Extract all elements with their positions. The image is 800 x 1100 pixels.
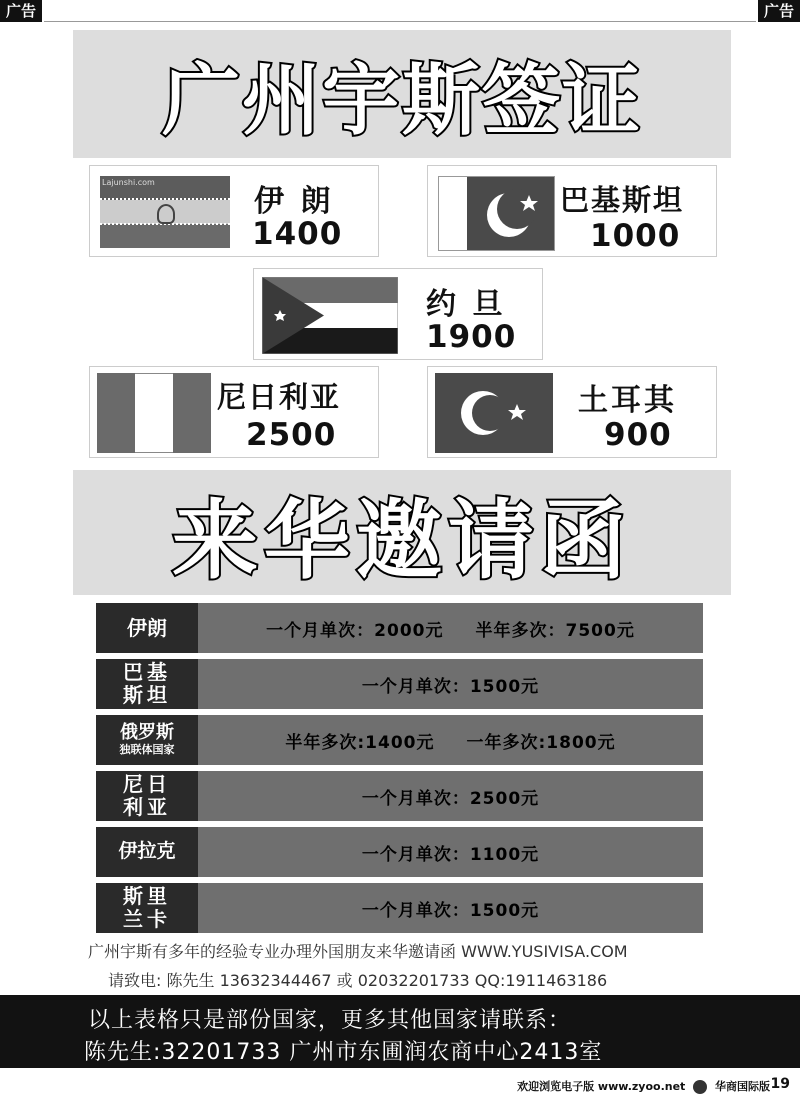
row-country: 尼日 利亚	[96, 771, 198, 821]
ad-tag-right: 广告	[758, 0, 800, 22]
card-price: 900	[604, 417, 672, 453]
card-country-name: 伊 朗	[254, 184, 334, 219]
row-price: 一个月单次：2000元 半年多次：7500元	[198, 603, 703, 653]
nigeria-flag-icon	[97, 373, 211, 453]
turkey-flag-icon	[435, 373, 553, 453]
card-country-name: 约 旦	[426, 287, 506, 322]
ad-tag-left: 广告	[0, 0, 42, 22]
contact-notice: 以上表格只是部份国家，更多其他国家请联系：	[88, 1008, 572, 1033]
row-country: 巴基 斯坦	[96, 659, 198, 709]
row-price: 一个月单次：2500元	[198, 771, 703, 821]
table-row	[96, 771, 703, 821]
card-country-name: 尼日利亚	[217, 380, 342, 414]
card-price: 2500	[246, 417, 337, 453]
row-country: 伊拉克	[96, 827, 198, 877]
visa-card-nigeria	[89, 366, 379, 458]
card-country-name: 土耳其	[578, 383, 677, 418]
table-row	[96, 827, 703, 877]
table-row	[96, 883, 703, 933]
table-row	[96, 603, 703, 653]
page-footer	[517, 1078, 770, 1094]
page-number: 19	[770, 1076, 790, 1092]
banner-title: 广州宇斯签证	[161, 56, 642, 146]
card-price: 1000	[590, 218, 681, 254]
footer-website: 欢迎浏览电子版 www.zyoo.net	[517, 1080, 686, 1093]
pakistan-flag-icon	[438, 176, 555, 251]
publisher-logo-icon	[693, 1080, 707, 1094]
top-divider	[44, 21, 756, 22]
row-country: 伊朗	[96, 603, 198, 653]
row-price: 一个月单次：1100元	[198, 827, 703, 877]
visa-card-pakistan	[427, 165, 717, 257]
invitation-price-table	[96, 603, 703, 939]
service-description: 广州宇斯有多年的经验专业办理外国朋友来华邀请函 WWW.YUSIVISA.COM	[88, 942, 628, 961]
title-banner	[73, 30, 731, 158]
row-country: 俄罗斯 独联体国家	[96, 715, 198, 765]
card-price: 1400	[252, 216, 343, 252]
jordan-flag-icon	[262, 277, 398, 354]
card-country-name: 巴基斯坦	[560, 183, 685, 217]
contact-address: 陈先生:32201733 广州市东圃润农商中心2413室	[84, 1040, 603, 1065]
row-price: 一个月单次：1500元	[198, 883, 703, 933]
contact-box	[0, 995, 800, 1068]
visa-card-jordan	[253, 268, 543, 360]
row-price: 一个月单次：1500元	[198, 659, 703, 709]
row-country: 斯里 兰卡	[96, 883, 198, 933]
invitation-title: 来华邀请函	[172, 490, 632, 591]
visa-card-iran	[89, 165, 379, 257]
table-row	[96, 659, 703, 709]
iran-flag-icon: Lajunshi.com	[100, 176, 230, 248]
contact-phone-line: 请致电: 陈先生 13632344467 或 02032201733 QQ:1911463186	[108, 971, 608, 990]
row-price: 半年多次:1400元 一年多次:1800元	[198, 715, 703, 765]
invitation-banner	[73, 470, 731, 595]
card-price: 1900	[426, 319, 517, 355]
table-row	[96, 715, 703, 765]
visa-card-turkey	[427, 366, 717, 458]
footer-brand: 华商国际版	[715, 1080, 770, 1093]
